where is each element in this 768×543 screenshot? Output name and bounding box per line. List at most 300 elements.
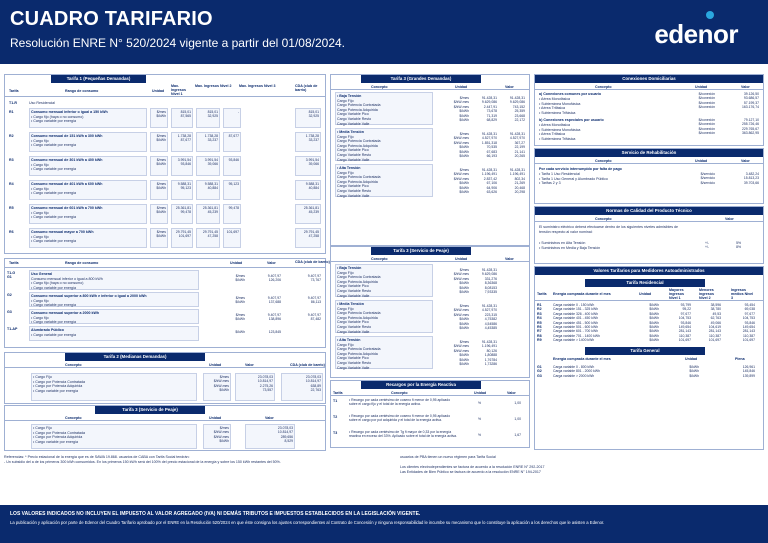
tension-heading-text: • Alta Tensión [337,166,361,170]
tarifa-1g-row [5,326,325,348]
concept-line: Cargo Variable Pico [337,320,369,325]
concept-line: Cargo Variable Resto [337,360,372,365]
medidores-title: Valores Tarifarios para Medidores Autoadministrados [535,267,763,275]
medidores-mayores: 93,799 95,22 97,677 104,753 93,846 149,654 281,143 110,387 101,697 [678,303,691,343]
medidores-residencial-title: Tarifa Residencial [585,279,705,287]
col-unidad: Unidad [455,256,468,261]
row-concept-box [29,132,147,152]
tension-values: 91.428,31 9.629,086 2.447,91 73,678 71,319 68,829 [481,96,497,123]
col-cda: CDA (club de barrio) [290,362,325,367]
tension-block [331,264,529,298]
conex-a-values: 39.126,50 93.686,57 57.199,37 163.176,74 [742,92,759,110]
medidores-codes: R1 R2 R3 R4 R5 R6 R7 R8 R9 [537,303,542,343]
medidores-g-col-unidad: Unidad [685,357,698,361]
row-concept-box [29,292,199,307]
recargo-text: • Recargo por cada centésimo de Tg fi mayor de 0,33 por la energía reactiva en exceso del 33%. Aplicado sobre el total de la energía activa. [349,430,458,439]
row-line: • Cargo fijo [31,234,49,239]
col-concepto: Concepto [65,362,82,367]
col-valor: Valor [267,261,276,265]
col-concepto: Concepto [595,216,612,221]
tension-units: $/mes $/kW-mes $/kW-mes $/kWh $/kWh $/kWh [453,132,469,159]
col-unidad: Unidad [695,84,708,89]
tarifa-1-row [5,204,325,228]
row-v2: 25.361,81 45,239 [196,204,220,224]
col-concepto: Concepto [371,256,388,261]
tension-concepts [335,300,433,333]
recargo-text: • Recargo por cada centésimo de coseno fi menor de 0,95 aplicado sobre el cargo por pot adquirida y el total de la energía activa. [349,414,451,423]
concept-line: • Cargo por Potencia Contratada [33,379,86,384]
rehab-heading [539,167,622,172]
rehab-title: Servicio de Rehabilitación [535,149,763,157]
tension-block [331,128,529,162]
concept-line: • Cargo por Potencia Contratada [33,430,86,435]
footer-notes [4,455,764,474]
row-value: 123,845 [268,330,281,334]
tension-cda: 91.428,31 9.629,086 743,152 25,359 23,668 22,172 [509,96,525,123]
page-title: CUADRO TARIFARIO [10,8,213,30]
row-code: R5 [9,206,14,210]
conex-a-head: a) Conexiones comunes por usuario [539,92,602,96]
row-line: • Cargo fijo [31,210,49,215]
row-code: G3 [7,310,12,314]
tarifa-3a-title: Tarifa 3 (Servicio de Peaje) [95,406,205,414]
row-heading-text: Consumo mensual mayor a 700 kWh [31,230,94,234]
medidores-medios: 93,454 69,038 97,677 104,753 93,846 149,654 281,143 110,387 101,697 [742,303,755,343]
concept-line: Cargo Variable Valle [337,121,370,126]
tarifa-3-peaje-section [330,246,530,378]
row-v1: 25.361,81 99,478 [171,204,193,224]
row-heading-text: Consumo mensual de 601 kWh a 700 kWh [31,206,103,210]
normas-line: • Suministros en Alta Tensión [539,241,586,245]
row-code: T2 [333,415,338,419]
conexiones-section [534,74,764,146]
tarifa-3-peaje-left-section [4,405,326,451]
recargo-row [331,414,529,429]
concept-line: Cargo Variable Valle [337,157,370,162]
concept-line: Cargo Variable Valle [337,293,370,298]
tarifa-3a-concepts [31,424,197,449]
concept-line: Cargo Variable Resto [337,288,372,293]
row-heading-text: Alumbrado Público [31,328,64,332]
row-value: 9.407,97 138,896 [267,313,281,322]
medidores-g-codes: G1 G2 G3 [537,365,542,378]
row-v1: 815,01 87,565 [171,108,193,128]
tension-concepts [335,92,433,125]
col-valor: Valor [245,362,254,367]
tarifa-1-row [5,180,325,204]
col-unidad: Unidad [152,89,165,93]
concept-line: Cargo Variable Resto [337,116,372,121]
concept-line: Cargo Fijo [337,306,354,311]
row-v2: 9.588,31 40,884 [196,180,220,200]
tarifa-1-column-header [5,83,325,97]
row-line: • Cargo variable por energía [31,320,77,325]
row-line: • Cargo variable por energía [31,303,77,308]
row-v1: 9.588,31 95,123 [171,180,193,200]
medidores-g-ranges: Carga variable 0 - 800 kWh Carga variable 801 - 2000 kWh Carga variable > 2000 kWh [553,365,600,378]
concept-line: Cargo Variable Resto [337,324,372,329]
conex-b-head: b) Conexiones especiales por usuario [539,118,604,122]
tarifa-1g-row [5,270,325,292]
conex-line: • Aérea Trifásica [539,106,566,111]
tension-units: $/mes $/kW-mes $/kW-mes $/kWh $/kWh $/kWh [453,268,469,295]
medidores-menores: 38,596 38,780 49,53 62,763 49,066 104,619 281,143 110,387 101,697 [708,303,721,343]
tarifa-3a-units: $/mes $/kW-mes $/kW-mes $/kWh [203,424,231,449]
col-medios: Ingresos medios Nivel 3 [731,288,754,300]
row-v4: 25.361,81 45,239 [295,204,321,224]
row-line: • Cargo fijo [31,138,49,143]
recargo-row [331,430,529,445]
col-concepto: Concepto [65,415,82,420]
row-units: $/mes $/kWh [150,228,168,248]
row-v3: - [223,108,241,128]
col-valor: Valor [265,415,274,420]
concept-line: • Cargo variable por energía [33,439,79,444]
rehabilitacion-section [534,148,764,204]
row-code: R1 [9,110,14,114]
row-heading-text: Consumo mensual de 301 kWh a 400 kWh [31,158,103,162]
concept-line: Cargo Potencia Adquirida [337,143,378,148]
col-concepto: Concepto [595,158,612,163]
logo-text: edenor [654,19,738,49]
tension-block [331,300,529,334]
row-heading-text: Consumo mensual superior a 800 kWh e inferior o igual a 2000 kWh [31,294,147,298]
tarifa-2-column-header [5,361,325,368]
row-line: • Cargo fijo [31,298,49,303]
rehab-column-header [535,157,763,164]
row-heading-text: Consumo mensual inferior o igual a 150 kWh [31,110,108,114]
header-banner [0,0,768,64]
row-v3: 101,697 [223,228,241,248]
conex-b-values: 79.127,10 255.726,46 229.765,67 363.862,95 [742,118,759,136]
normas-title: Normas de Calidad del Producto Técnico [535,207,763,215]
row-heading-text: Consumo mensual de 401 kWh a 600 kWh [31,182,103,186]
row-heading-text: Consumo mensual de 151 kWh a 300 kWh [31,134,103,138]
tension-units: $/mes $/kW-mes $/kW-mes $/kWh $/kWh $/kWh [453,96,469,123]
row-value: 9.407,97 126,206 [267,274,281,283]
col-concepto: Concepto [371,84,388,89]
conex-line: • Aérea Monofásica [539,123,571,127]
conex-line: • Aérea Monofásica [539,97,571,101]
row-line: • Cargo variable por energía [31,119,77,124]
col-valor: Valor [741,158,750,163]
row-concept-box [29,326,199,341]
tarifa-1-row [5,156,325,180]
row-v4: 9.588,31 40,884 [295,180,321,200]
tarifa-2-cda-values: 23.078,03 10.814,97 638,89 22,763 [281,373,323,401]
col-cda: CDA (club de barrio) [295,260,330,264]
tarifa-3a-column-header [5,414,325,421]
medidores-g-units: $/kWh $/kWh $/kWh [689,365,699,378]
col-max: Max. Ingresos Nivel 1 [171,84,186,96]
row-concept-box [29,309,199,324]
concept-line: Cargo Fijo [337,270,354,275]
concept-line: Cargo Variable Resto [337,188,372,193]
tarifa-2-section [4,352,326,404]
conex-a-lines [539,97,580,115]
tarifa-1-row [5,228,325,252]
tarifa-1-row [5,132,325,156]
row-line: • Cargo fijo (haya o no consumo) [31,114,84,119]
col-cda: CDA (club de barrio) [295,84,318,92]
rehab-values: 3.482,24 15.813,23 39.703,66 [743,172,759,185]
conex-line: • Subterránea Trifásica [539,136,576,141]
row-code: T1 [333,399,338,403]
row-v1: 3.991,54 93,846 [171,156,193,176]
row-code: T1-G G1 [7,271,16,280]
row-line: • Cargo variable por energía [31,167,77,172]
conexiones-title: Conexiones Domiciliarias [535,75,763,83]
medidores-g-col-energia: Energía comprada durante el mes [553,357,611,361]
recargo-unit: % [477,417,481,421]
col-mayores: Mayores ingresos Nivel 1 [669,288,684,300]
row-line: • Cargo fijo [31,162,49,167]
col-concepto: Concepto [391,390,408,395]
row-code: T1-AP [7,327,18,331]
tarifa-2-concepts [31,373,197,401]
row-units: $/mes $/kWh [150,132,168,152]
t1r-group-name: Uso Residencial [29,101,55,105]
row-line: • Cargo variable por energía [31,191,77,196]
row-v3: 99,478 [223,204,241,224]
tarifa-1-section [4,74,326,254]
row-code: R3 [9,158,14,162]
recargo-text: • Recargo por cada centésimo de coseno fi menor de 0,95 aplicado sobre el cargo fijo y el total de la energía activa. [349,398,451,407]
row-v4: 1.738,28 33,237 [295,132,321,152]
col-menores: Menores ingresos Nivel 2 [699,288,714,300]
row-line: • Cargo fijo [31,186,49,191]
concept-line: Cargo Variable Pico [337,148,369,153]
col-unidad: Unidad [455,84,468,89]
conex-line: • Aérea Trifásica [539,132,566,137]
recargos-column-header [331,389,529,396]
concept-line: Cargo Potencia Contratada [337,311,381,316]
recargo-row [331,398,529,413]
col-concepto: Concepto [595,84,612,89]
t1r-group-code: T1-R [9,101,17,105]
row-v1: 1.738,28 87,677 [171,132,193,152]
row-line: • Cargo variable por energía [31,215,77,220]
row-concept-box [29,156,147,176]
tension-concepts [335,264,433,297]
row-v2: 29.791,45 47,258 [196,228,220,248]
tarifa-3-section [330,74,530,246]
row-units: $/mes $/kWh [150,156,168,176]
concept-line: • Cargo variable por energía [33,388,79,393]
row-cda: 9.407,97 87,482 [307,313,321,322]
col-unidad: Unidad [474,390,487,395]
concept-line: Cargo Potencia Adquirida [337,179,378,184]
col-tarifa: Tarifa [537,292,547,296]
conex-line: • Subterránea Trifásica [539,110,576,115]
conex-line: • Subterránea Monofásica [539,127,581,132]
tension-block [331,92,529,126]
col-tarifa: Tarifa [333,390,343,395]
tarifa-3a-values: 23.078,03 10.814,97 289,656 8,529 [245,424,295,449]
tarifa-3p-title: Tarifa 3 (Servicio de Peaje) [371,247,471,255]
col-rango: Rango de consumo [65,261,99,265]
row-line: • Cargo fijo [31,315,49,320]
row-v4: 29.791,45 47,258 [295,228,321,248]
row-code: G2 [7,293,12,297]
rehab-line: • Tarifas 2 y 3 [539,181,561,186]
row-value: 9.407,97 137,688 [267,296,281,305]
row-units: $/mes $/kWh [235,296,245,305]
note-pba: usuarios de PBA tienen un nuevo régimen para Tarifa Social [400,455,496,459]
row-v2: 1.738,28 33,237 [196,132,220,152]
medidores-ranges: Carga variable 0 - 150 kWh Carga variable 151 - 325 kWh Carga variable 326 - 400 kWh Carga variable 401 - 450 kWh Carga variable 451 - 500 kWh Carga variable 501 - 600 kWh Carga variable 601 - 700 kWh Carga variable 701 - 1400 kWh Carga variable > 1400 kWh [553,303,600,343]
medidores-g-values: 126,961 145,846 139,899 [742,365,755,378]
normas-column-header [535,215,763,222]
footer-banner [0,505,768,543]
row-v4: 3.991,54 39,066 [295,156,321,176]
tension-concepts [335,128,433,161]
conexiones-column-header [535,83,763,90]
row-v4: 815,01 32,925 [295,108,321,128]
concept-line: Cargo Variable Pico [337,112,369,117]
concept-line: • Cargo por Potencia Adquirida [33,384,83,389]
normas-line: • Suministros en Media y Baja Tensión [539,245,601,250]
recargo-value: 1,67 [514,433,521,437]
tension-values: 91.428,31 4.527,970 1.851,318 70,535 67,683 66,193 [481,132,497,159]
conex-b-units: $/conexión $/conexión $/conexión $/conexión [698,118,715,136]
normas-section [534,206,764,264]
note-referencias: Referencias: * Precio estacional de la energía que es de SAWA 19.868. usuarios de CABA con Tarifa Social tendrán: [4,455,190,459]
concept-line: Cargo Fijo [337,342,354,347]
tension-values: 91.428,31 1.196,491 2.837,42 67,106 64,906 63,626 [481,168,497,195]
tension-units: $/mes $/kW-mes $/kW-mes $/kWh $/kWh $/kWh [453,168,469,195]
concept-line: Cargo Potencia Contratada [337,275,381,280]
conex-a-units: $/conexión $/conexión $/conexión $/conexión [698,92,715,110]
conex-b-heading [539,118,604,123]
row-line: • Cargo fijo (haya o no consumo) [31,281,84,286]
tension-heading-text: • Baja Tensión [337,94,362,98]
concept-line: Cargo Potencia Contratada [337,139,381,144]
tarifa-3-title: Tarifa 3 (Grandes Demandas) [361,75,481,83]
conex-b-lines [539,123,580,141]
tarifa-2-units: $/mes $/kW-mes $/kW-mes $/kWh [203,373,231,401]
tarifa-2-title: Tarifa 2 (Medianas Demandas) [65,353,205,361]
tarifa-2-values: 23.078,03 10.814,97 2.275,26 73,557 [235,373,275,401]
concept-line: Cargo Fijo [337,170,354,175]
col-valor: Valor [741,84,750,89]
row-line: • Cargo variable por energía [31,239,77,244]
col-valor: Valor [505,256,514,261]
col-unidad: Unidad [230,261,243,265]
tension-heading-text: • Media Tensión [337,302,364,306]
col-unidad: Unidad [209,415,222,420]
concept-line: Cargo Potencia Contratada [337,175,381,180]
row-concept-box [29,180,147,200]
normas-units: +/- +/- [704,241,709,250]
row-line: Consumo mensual inferior o igual a 800 kWh [31,276,103,281]
tension-cda: 91.428,31 1.196,491 802,34 21,269 20,468 20,298 [509,168,525,195]
row-v3: 93,846 [223,156,241,176]
recargos-section [330,380,530,448]
col-unidad: Unidad [695,158,708,163]
concept-line: Cargo Variable Valle [337,193,370,198]
concept-line: Cargo Potencia Adquirida [337,107,378,112]
concept-line: Cargo Fijo [337,134,354,139]
col-valor: Valor [725,216,734,221]
row-code: R6 [9,230,14,234]
medidores-column-header [535,287,763,301]
recargo-unit: % [477,401,481,405]
note-electrodependientes: Los clientes electrodependientes se factura de acuerdo a la resolución ENRE N° 292-2017 [400,465,545,469]
concept-line: Cargo Fijo [337,98,354,103]
row-line: • Cargo variable por energía [31,143,77,148]
row-line: • Cargo variable por energía [31,332,77,337]
concept-line: Cargo Potencia Contratada [337,103,381,108]
row-units: $/mes $/kWh [150,204,168,224]
tension-block [331,164,529,198]
row-concept-box [29,108,147,128]
conex-a-heading [539,92,601,97]
col-mas: Max. Ingresos Nivel 2 [195,84,232,88]
concept-line: Cargo Variable Pico [337,356,369,361]
concept-line: Cargo Potencia Adquirida [337,315,378,320]
medidores-units: $/kWh $/kWh $/kWh $/kWh $/kWh $/kWh $/kWh $/kWh $/kWh [649,303,659,343]
col-energia: Energía comprada durante el mes [553,292,611,296]
medidores-general-title: Tarifa General [585,347,705,355]
col-menos: Max. Ingresos Nivel 3 [239,84,276,88]
col-unidad: Unidad [209,362,222,367]
tarifa-1g-column-header [5,259,330,268]
row-concept-box [29,270,199,290]
row-units: $/mes $/kWh [235,313,245,322]
rehab-line: • Tarifa 1 Uso General y Alumbrado Público [539,176,608,181]
row-concept-box [29,228,147,248]
recargo-value: 1,00 [514,401,521,405]
tension-block [331,336,529,370]
row-v2: 815,01 32,925 [196,108,220,128]
tarifa-3-column-header [331,83,529,90]
tension-heading-text: • Alta Tensión [337,338,361,342]
row-units: $/mes $/kWh [150,180,168,200]
concept-line: Cargo Variable Pico [337,284,369,289]
concept-line: Cargo Variable Valle [337,329,370,334]
concept-line: Cargo Potencia Contratada [337,347,381,352]
concept-line: Cargo Variable Resto [337,152,372,157]
row-line: • Cargo variable por energía [31,285,77,290]
concept-line: • Cargo Fijo [33,375,52,379]
row-v3: 87,677 [223,132,241,152]
col-tarifa: Tarifa [9,261,19,265]
concept-line: • Cargo por Potencia Adquirida [33,435,83,440]
rehab-head: Por cada servicio interrumpido por falta de pago [539,167,622,171]
tension-cda: 91.428,31 4.527,970 367,27 22,199 21,141 20,265 [509,132,525,159]
tension-heading-text: • Media Tensión [337,130,364,134]
row-cda: 9.407,97 86,113 [307,296,321,305]
tarifa-1-title: Tarifa 1 (Pequeñas Demandas) [51,75,146,83]
row-concept-box [29,204,147,224]
tension-concepts [335,336,433,369]
tension-values: 91.428,31 9.629,086 331,276 8,36368 8,08153 7,93335 [481,268,497,295]
recargo-value: 1,00 [514,417,521,421]
concept-line: Cargo Variable Valle [337,365,370,370]
page-subtitle: Resolución ENRE N° 520/2024 vigente a partir del 01/08/2024. [10,36,346,50]
col-unidad: Unidad [639,292,652,296]
medidores-section [534,266,764,450]
tension-values: 91.428,31 1.196,491 80,126 1,80888 1,76784 1,73286 [481,340,497,367]
concept-line: Cargo Potencia Adquirida [337,351,378,356]
concept-line: • Cargo Fijo [33,426,52,430]
recargos-title: Recargos por la Energía Reactiva [361,381,481,389]
rehab-lines [539,172,608,186]
row-units: $/kWh [235,330,245,334]
col-valor: Valor [505,84,514,89]
tarifa-1-general-section [4,258,330,348]
